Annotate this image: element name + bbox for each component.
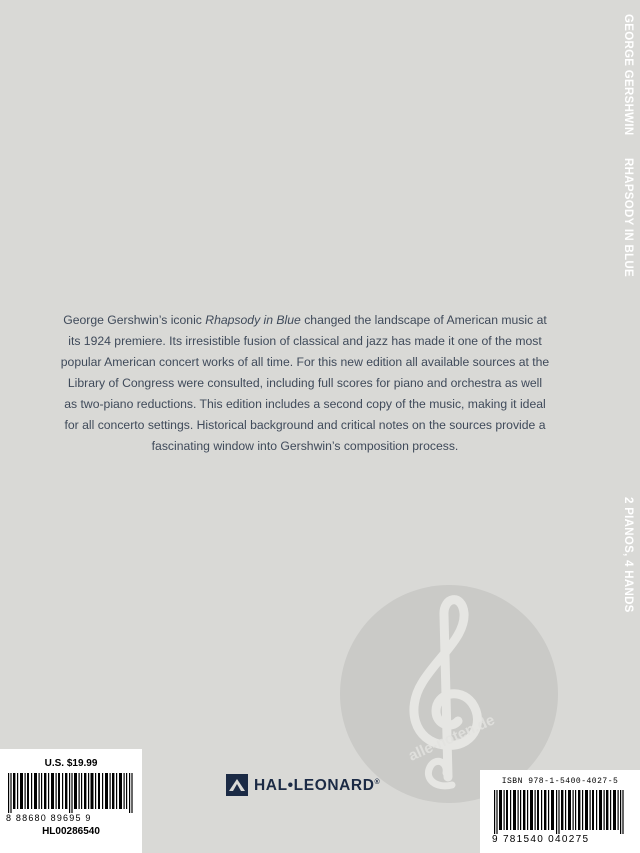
spine [618,0,640,853]
description-blurb [60,310,550,457]
spine-arrangement: 2 PIANOS, 4 HANDS [622,497,634,613]
isbn-digits: 9 781540 040275 [492,834,590,845]
price: U.S. $19.99 [44,758,98,769]
watermark-text: alle-noten.de [405,711,498,765]
isbn-label: ISBN 978-1-5400-4027-5 [501,777,619,786]
spine-title: RHAPSODY IN BLUE [622,158,634,277]
publisher-name: HAL•LEONARD® [254,777,381,794]
price-box [0,749,142,853]
hal-leonard-logo-icon [226,774,248,796]
spine-composer: GEORGE GERSHWIN [622,14,634,136]
blurb-body: changed the landscape of American music at its 1924 premiere. Its irresistible fusion of classical and jazz has made it one of the most popular American concert works of all time. For this new edition all available sources at the Library of Congress were consulted, including full scores for piano and orchestra as well as two-piano reductions. This edition includes a second copy of the music, making it ideal for all concerto settings. Historical background and critical notes on the sources provide a fascinating window into Gershwin’s composition process. [60,313,550,453]
isbn-box [480,770,640,853]
isbn-barcode [494,790,626,834]
upc-barcode [8,773,134,813]
blurb-intro: George Gershwin’s iconic [63,313,206,327]
blurb-work-title: Rhapsody in Blue [205,313,301,327]
item-code: HL00286540 [42,826,100,837]
publisher-logo [226,772,426,802]
upc-digits: 8 88680 89695 9 [6,813,92,823]
